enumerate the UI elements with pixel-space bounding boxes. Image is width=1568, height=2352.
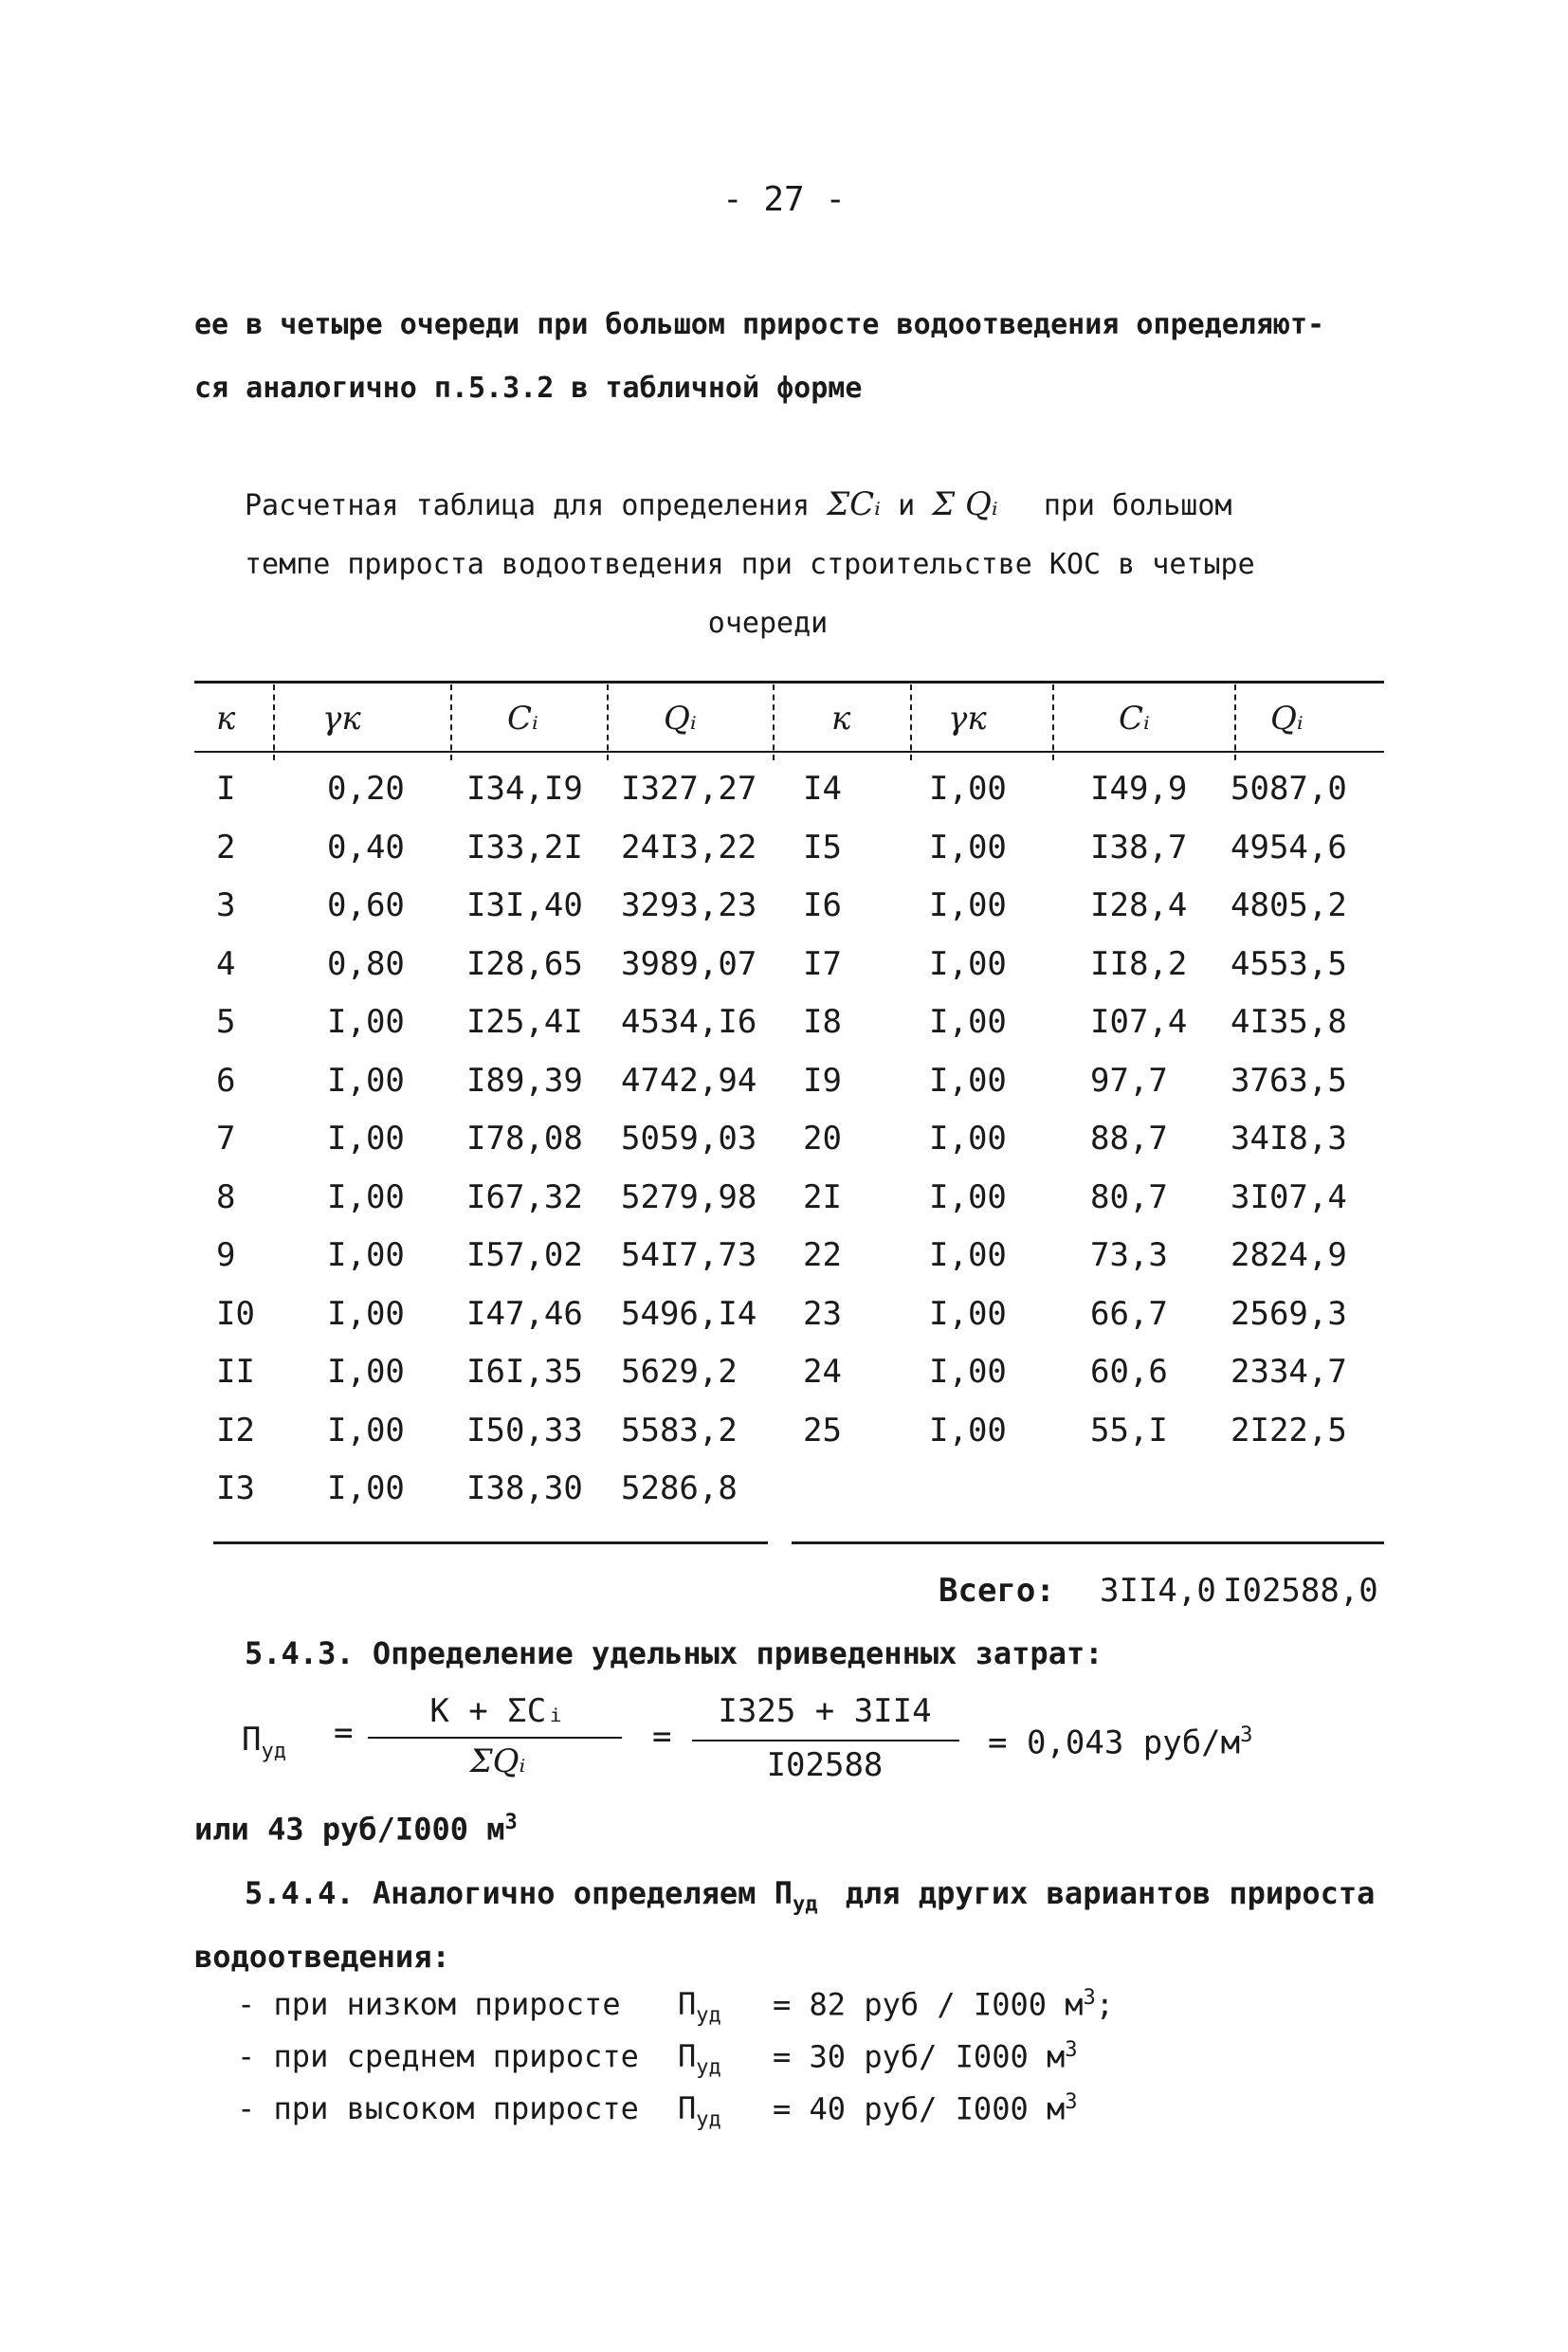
cell-left-gamma: I,00 xyxy=(327,1120,405,1158)
cell-right-k: I5 xyxy=(803,828,842,866)
cell-left-q: 5629,2 xyxy=(621,1353,738,1391)
header-gamma-left: γк xyxy=(322,700,361,738)
page-number: - 27 - xyxy=(721,180,847,219)
cell-right-c: I49,9 xyxy=(1090,770,1188,808)
section-543-heading: 5.4.3. Определение удельных приведенных затрат: xyxy=(245,1635,1103,1671)
cell-right-q: 4I35,8 xyxy=(1231,1003,1347,1041)
cell-left-gamma: 0,40 xyxy=(327,828,405,866)
cell-right-c: 66,7 xyxy=(1090,1294,1168,1333)
intro-line-1: ее в четыре очереди при большом приросте водоотведения определяют- xyxy=(194,308,1325,341)
total-q: I02588,0 xyxy=(1223,1572,1378,1610)
cell-left-k: 2 xyxy=(216,828,236,866)
cell-right-c: I28,4 xyxy=(1090,886,1188,924)
header-k-left: к xyxy=(216,700,236,738)
cell-right-q: 4954,6 xyxy=(1231,828,1347,866)
cell-right-k: I9 xyxy=(803,1061,842,1100)
cell-left-k: 3 xyxy=(216,886,236,924)
caption-line-3: очереди xyxy=(707,607,829,640)
cell-left-c: I38,30 xyxy=(466,1469,583,1507)
col-sep-6 xyxy=(1052,684,1054,760)
cell-right-k: 2I xyxy=(803,1177,842,1216)
cell-right-k: 20 xyxy=(803,1120,842,1158)
cell-left-q: 4742,94 xyxy=(621,1061,757,1100)
cell-right-gamma: I,00 xyxy=(929,886,1007,924)
cell-left-k: 5 xyxy=(216,1003,236,1041)
cell-right-gamma: I,00 xyxy=(929,1353,1007,1391)
cell-left-q: 5583,2 xyxy=(621,1411,738,1449)
cell-left-gamma: 0,80 xyxy=(327,944,405,983)
cell-right-k: 23 xyxy=(803,1294,842,1333)
sum-c-symbol: ΣCᵢ xyxy=(827,485,881,523)
table-bottom-rule-left xyxy=(213,1541,768,1544)
cell-right-gamma: I,00 xyxy=(929,770,1007,808)
cell-right-q: 34I8,3 xyxy=(1231,1120,1347,1158)
col-sep-7 xyxy=(1234,684,1236,760)
header-k-right: к xyxy=(831,700,851,738)
variant-value: = 40 руб/ I000 $м^3$ xyxy=(773,2090,1078,2127)
table-bottom-rule-right xyxy=(792,1541,1384,1544)
cell-left-q: 4534,I6 xyxy=(621,1003,757,1041)
cell-left-c: I47,46 xyxy=(466,1294,583,1333)
cell-left-q: 3989,07 xyxy=(621,944,757,983)
variant-value: = 82 руб / I000 $м^3$; xyxy=(773,1986,1115,2023)
cell-right-gamma: I,00 xyxy=(929,1294,1007,1333)
cell-left-q: 54I7,73 xyxy=(621,1236,757,1274)
fraction-1-bar xyxy=(368,1737,622,1739)
variant-label: - при высоком приросте xyxy=(237,2090,639,2126)
cell-left-c: I6I,35 xyxy=(466,1353,583,1391)
total-label: Всего: xyxy=(939,1572,1055,1610)
cell-left-gamma: I,00 xyxy=(327,1294,405,1333)
cell-right-q: 3763,5 xyxy=(1231,1061,1347,1100)
intro-line-2: ся аналогично п.5.3.2 в табличной форме xyxy=(194,372,863,405)
col-sep-2 xyxy=(450,684,452,760)
cell-left-gamma: I,00 xyxy=(327,1411,405,1449)
caption-and: и xyxy=(898,489,916,522)
fraction-1-denominator: ΣQᵢ xyxy=(469,1742,526,1780)
caption-pre: Расчетная таблица для определения xyxy=(245,489,811,522)
cell-left-c: I3I,40 xyxy=(466,886,583,924)
cell-left-c: I78,08 xyxy=(466,1120,583,1158)
result-value: = 0,043 руб/$м^3$ xyxy=(988,1723,1253,1762)
fraction-1-numerator: К + ΣCᵢ xyxy=(429,1692,566,1730)
cell-left-c: I33,2I xyxy=(466,828,583,866)
cell-right-c: I07,4 xyxy=(1090,1003,1188,1041)
cell-left-c: I34,I9 xyxy=(466,770,583,808)
cell-left-k: I3 xyxy=(216,1469,255,1507)
cell-right-c: 80,7 xyxy=(1090,1177,1168,1216)
header-q-right: Qᵢ xyxy=(1270,700,1304,738)
caption-line-1 xyxy=(245,485,1232,523)
cell-left-k: I0 xyxy=(216,1294,255,1333)
cell-left-q: 5059,03 xyxy=(621,1120,757,1158)
cell-left-q: 5286,8 xyxy=(621,1469,738,1507)
cell-left-c: I50,33 xyxy=(466,1411,583,1449)
or-line: или 43 руб/I000 $м^3$ xyxy=(194,1811,518,1848)
cell-left-c: I89,39 xyxy=(466,1061,583,1100)
cell-right-q: 2569,3 xyxy=(1231,1294,1347,1333)
cell-right-q: 5087,0 xyxy=(1231,770,1347,808)
equals-1: = xyxy=(334,1714,354,1752)
col-sep-3 xyxy=(607,684,609,760)
table-top-rule xyxy=(194,681,1384,684)
cell-left-k: 9 xyxy=(216,1236,236,1274)
cell-left-q: 24I3,22 xyxy=(621,828,757,866)
cell-left-q: 5279,98 xyxy=(621,1177,757,1216)
p-ud-symbol: $П_{уд}$ xyxy=(678,1986,721,2028)
total-c: 3II4,0 xyxy=(1100,1572,1216,1610)
table-header-rule xyxy=(194,751,1384,753)
cell-right-k: 24 xyxy=(803,1353,842,1391)
variant-label: - при среднем приросте xyxy=(237,2038,639,2074)
header-q-left: Qᵢ xyxy=(664,700,697,738)
cell-right-k: 25 xyxy=(803,1411,842,1449)
equals-2: = xyxy=(652,1718,672,1756)
cell-right-q: 2334,7 xyxy=(1231,1353,1347,1391)
cell-right-c: II8,2 xyxy=(1090,944,1188,983)
cell-left-q: 3293,23 xyxy=(621,886,757,924)
cell-right-c: 73,3 xyxy=(1090,1236,1168,1274)
cell-right-k: I7 xyxy=(803,944,842,983)
cell-left-c: I28,65 xyxy=(466,944,583,983)
cell-right-q: 2I22,5 xyxy=(1231,1411,1347,1449)
cell-left-q: I327,27 xyxy=(621,770,757,808)
cell-right-gamma: I,00 xyxy=(929,1236,1007,1274)
cell-right-gamma: I,00 xyxy=(929,1003,1007,1041)
cell-right-c: 88,7 xyxy=(1090,1120,1168,1158)
sum-q-symbol: Σ Qᵢ xyxy=(932,485,998,523)
p-ud-symbol: $П_{уд}$ xyxy=(242,1721,286,1763)
cell-right-k: I8 xyxy=(803,1003,842,1041)
cell-left-q: 5496,I4 xyxy=(621,1294,757,1333)
caption-line-2: темпе прироста водоотведения при строительстве КОС в четыре xyxy=(245,548,1255,581)
variant-value: = 30 руб/ I000 $м^3$ xyxy=(773,2038,1078,2075)
cell-right-gamma: I,00 xyxy=(929,828,1007,866)
cell-right-c: 97,7 xyxy=(1090,1061,1168,1100)
cell-left-gamma: I,00 xyxy=(327,1177,405,1216)
cell-left-k: 6 xyxy=(216,1061,236,1100)
cell-right-k: I6 xyxy=(803,886,842,924)
cell-right-k: 22 xyxy=(803,1236,842,1274)
cell-left-gamma: I,00 xyxy=(327,1236,405,1274)
cell-left-c: I67,32 xyxy=(466,1177,583,1216)
header-c-left: Cᵢ xyxy=(507,700,538,738)
caption-post: при большом xyxy=(1043,489,1232,522)
cell-right-gamma: I,00 xyxy=(929,1411,1007,1449)
cell-left-k: I xyxy=(216,770,236,808)
cell-right-c: 55,I xyxy=(1090,1411,1168,1449)
cell-left-c: I25,4I xyxy=(466,1003,583,1041)
col-sep-5 xyxy=(910,684,912,760)
p-ud-symbol: $П_{уд}$ xyxy=(678,2038,721,2080)
fraction-2-numerator: I325 + 3II4 xyxy=(718,1692,932,1730)
cell-left-c: I57,02 xyxy=(466,1236,583,1274)
cell-right-gamma: I,00 xyxy=(929,944,1007,983)
cell-left-k: II xyxy=(216,1353,255,1391)
cell-left-gamma: I,00 xyxy=(327,1061,405,1100)
cell-left-gamma: 0,20 xyxy=(327,770,405,808)
cell-right-c: 60,6 xyxy=(1090,1353,1168,1391)
section-544-line-2: водоотведения: xyxy=(194,1939,450,1975)
cell-right-gamma: I,00 xyxy=(929,1120,1007,1158)
cell-right-gamma: I,00 xyxy=(929,1177,1007,1216)
cell-left-k: 4 xyxy=(216,944,236,983)
cell-left-k: I2 xyxy=(216,1411,255,1449)
col-sep-1 xyxy=(273,684,275,760)
col-sep-4 xyxy=(773,684,775,760)
cell-right-gamma: I,00 xyxy=(929,1061,1007,1100)
cell-right-q: 3I07,4 xyxy=(1231,1177,1347,1216)
section-544-line-1: 5.4.4. Аналогично определяем $П_{уд}$ для других вариантов прироста xyxy=(245,1875,1376,1917)
header-c-right: Cᵢ xyxy=(1119,700,1150,738)
cell-right-c: I38,7 xyxy=(1090,828,1188,866)
cell-left-k: 8 xyxy=(216,1177,236,1216)
cell-left-gamma: I,00 xyxy=(327,1469,405,1507)
cell-right-q: 2824,9 xyxy=(1231,1236,1347,1274)
cell-left-gamma: 0,60 xyxy=(327,886,405,924)
cell-left-gamma: I,00 xyxy=(327,1353,405,1391)
cell-left-k: 7 xyxy=(216,1120,236,1158)
fraction-2-denominator: I02588 xyxy=(766,1746,884,1784)
cell-right-q: 4553,5 xyxy=(1231,944,1347,983)
cell-right-k: I4 xyxy=(803,770,842,808)
cell-right-q: 4805,2 xyxy=(1231,886,1347,924)
p-ud-symbol: $П_{уд}$ xyxy=(678,2090,721,2132)
cell-left-gamma: I,00 xyxy=(327,1003,405,1041)
variant-label: - при низком приросте xyxy=(237,1986,621,2022)
fraction-2-bar xyxy=(692,1740,959,1741)
header-gamma-right: γк xyxy=(948,700,987,738)
